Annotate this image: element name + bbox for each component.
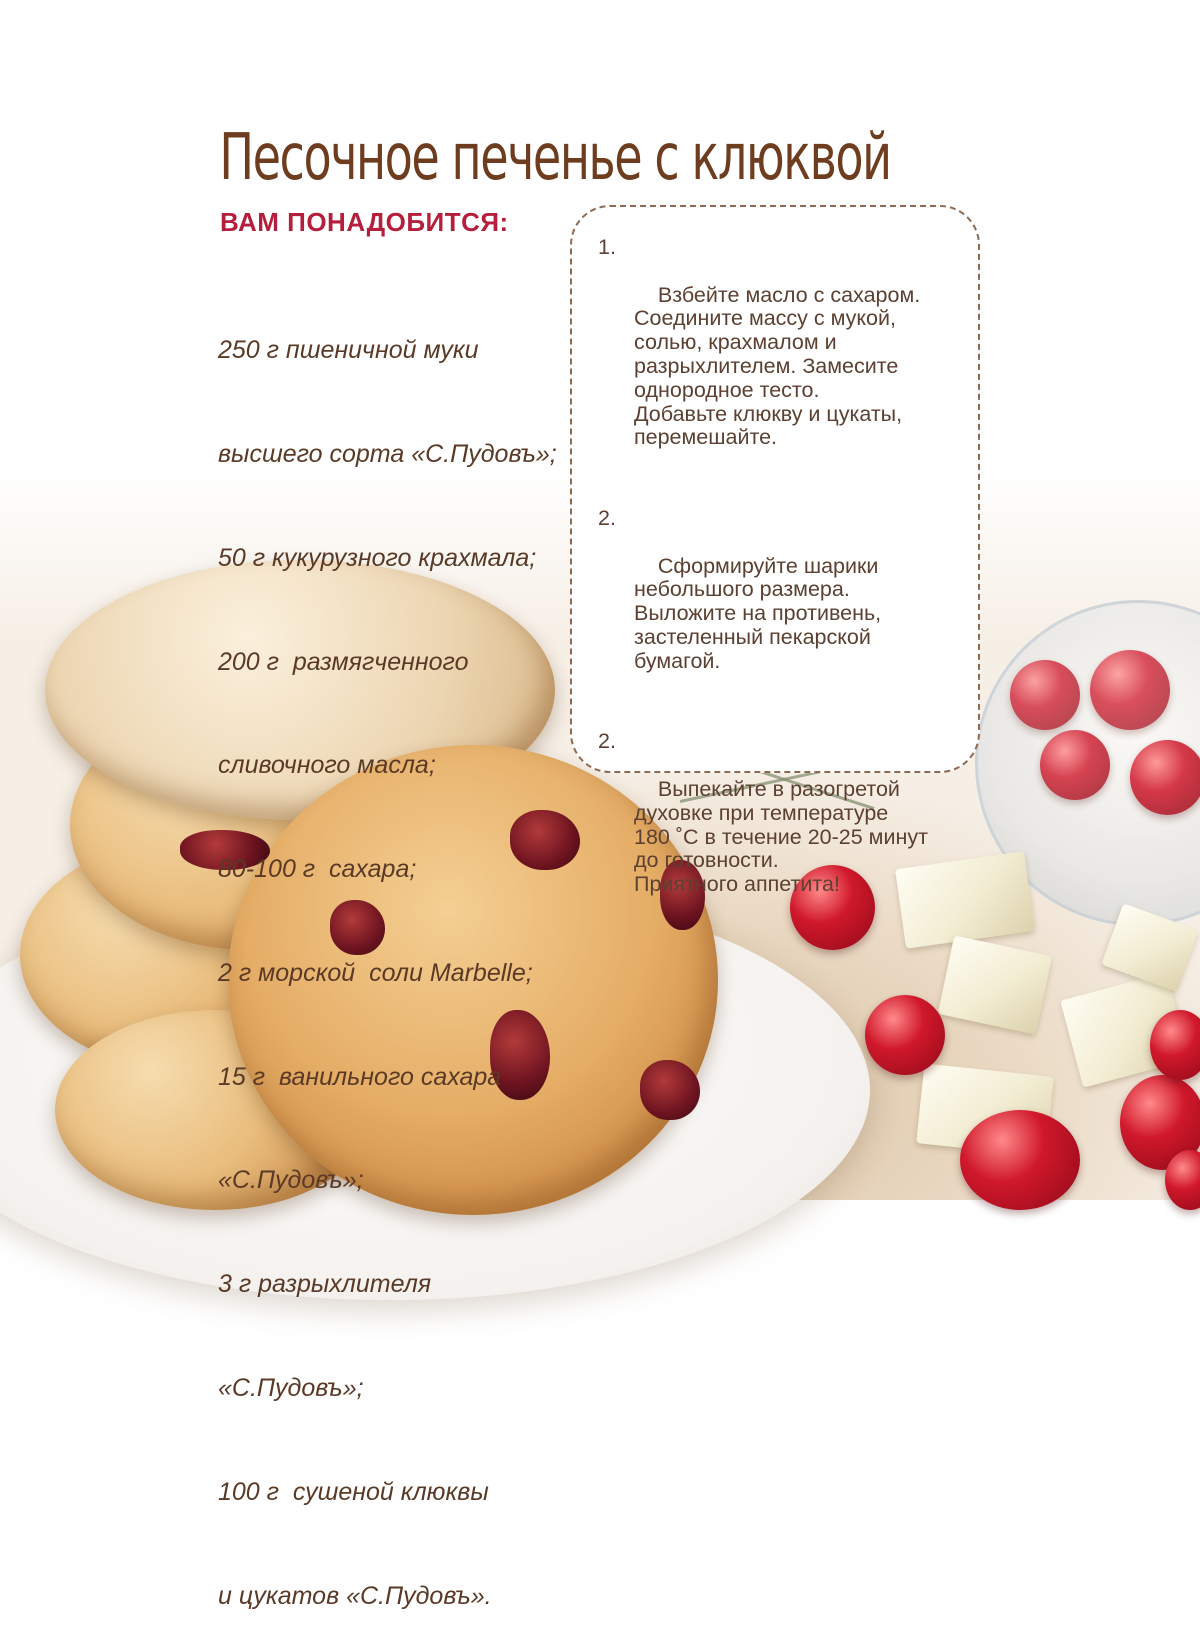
dried-cranberry [640, 1060, 700, 1120]
ingredient-line: 100 г сушеной клюквы [218, 1477, 489, 1506]
cranberry [960, 1110, 1080, 1210]
ingredient-line: 15 г ванильного сахара [218, 1062, 502, 1091]
step-number: 2. [598, 729, 616, 754]
step-item [598, 730, 978, 920]
recipe-title: Песочное печенье с клюквой [219, 120, 891, 195]
step-text: Выпекайте в разогретой духовке при температуре 180 ˚С в течение 20-25 минут до готовности. Приятного аппетита! [634, 776, 928, 897]
ingredient-line: 50 г кукурузного крахмала; [218, 543, 537, 572]
ingredient-line: 200 г размягченного [218, 647, 469, 676]
step-item [598, 507, 978, 697]
steps-list [598, 236, 978, 921]
step-item [598, 236, 978, 474]
step-number: 1. [598, 235, 616, 259]
ingredient-line: 80-100 г сахара; [218, 855, 417, 884]
ingredient-line: «С.Пудовъ»; [218, 1166, 364, 1195]
step-text: Взбейте масло с сахаром. Соедините массу с мукой, солью, крахмалом и разрыхлителем. Замесите однородное тесто. Добавьте клюкву и цукаты, перемешайте. [634, 282, 921, 450]
cranberry [865, 995, 945, 1075]
ingredient-line: сливочного масла; [218, 751, 436, 780]
step-text: Сформируйте шарики небольшого размера. Выложите на противень, застеленный пекарской бумагой. [634, 553, 882, 673]
ingredient-line: «С.Пудовъ»; [218, 1374, 364, 1402]
ingredient-line: 2 г морской соли Marbelle; [218, 958, 533, 987]
ingredients-list [218, 264, 588, 1648]
ingredient-line: 250 г пшеничной муки [218, 336, 479, 365]
ingredients-heading: ВАМ ПОНАДОБИТСЯ: [220, 207, 509, 237]
ingredient-line: высшего сорта «С.Пудовъ»; [218, 439, 557, 468]
ingredient-line: 3 г разрыхлителя [218, 1270, 432, 1299]
cranberry [1130, 740, 1200, 815]
step-number: 2. [598, 505, 616, 530]
cranberry [1010, 660, 1080, 730]
cranberry [1040, 730, 1110, 800]
cranberry [1090, 650, 1170, 730]
ingredient-line: и цукатов «С.Пудовъ». [218, 1581, 492, 1610]
